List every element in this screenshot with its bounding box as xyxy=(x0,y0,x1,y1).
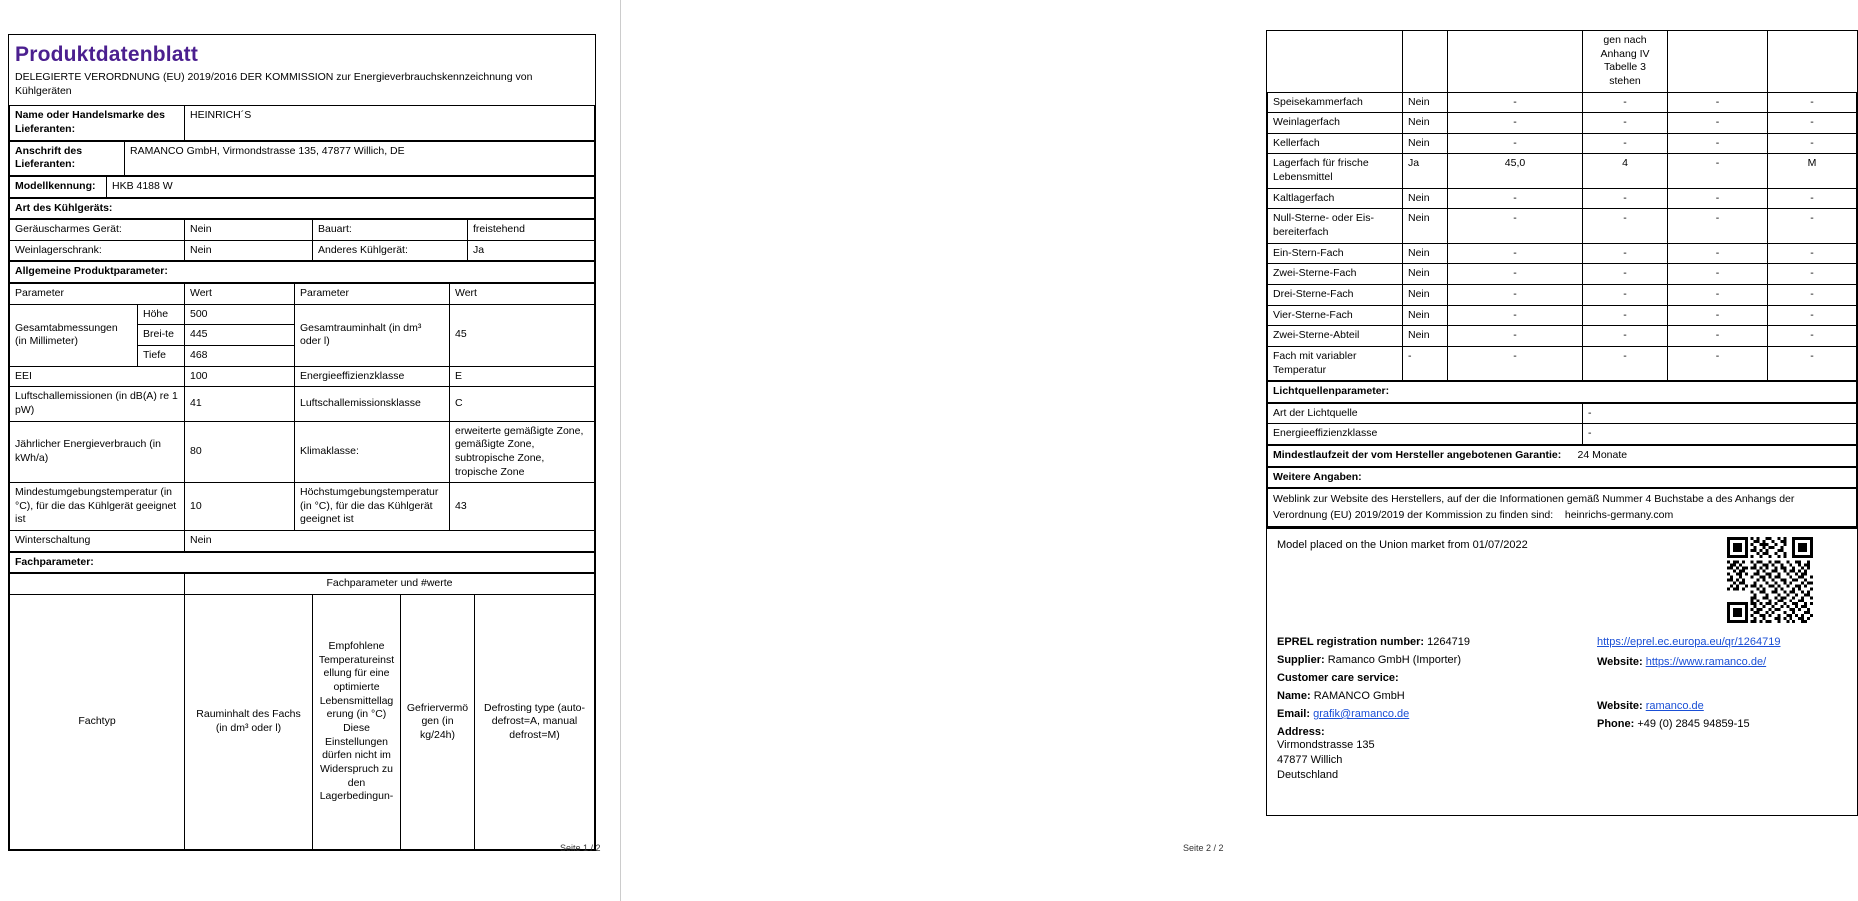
compartment-freeze: - xyxy=(1668,243,1768,264)
dimension-value-width: 445 xyxy=(185,325,295,346)
compartment-defrost: - xyxy=(1768,284,1857,305)
compartment-temp: - xyxy=(1583,284,1668,305)
warranty-label: Mindestlaufzeit der vom Hersteller angebotenen Garantie: xyxy=(1268,446,1573,467)
param-eei-value: 100 xyxy=(185,366,295,387)
table-row xyxy=(1268,382,1857,403)
phone-value: +49 (0) 2845 94859-15 xyxy=(1637,718,1750,730)
table-row xyxy=(10,387,595,421)
compartment-present: Nein xyxy=(1403,243,1448,264)
compartment-col-type: Fachtyp xyxy=(10,595,185,850)
compartment-freeze: - xyxy=(1668,209,1768,243)
compartment-temp: - xyxy=(1583,113,1668,134)
contact-name-label: Name: xyxy=(1277,690,1311,702)
param-annual-energy-label: Jährlicher Energieverbrauch (in kWh/a) xyxy=(10,421,185,483)
param-min-ambient-value: 10 xyxy=(185,483,295,531)
compartment-temp: - xyxy=(1583,133,1668,154)
table-row-header xyxy=(10,284,595,305)
compartment-present: Nein xyxy=(1403,305,1448,326)
table-row-header-continued xyxy=(1268,31,1857,92)
compartment-defrost: - xyxy=(1768,243,1857,264)
regulation-subtitle: DELEGIERTE VERORDNUNG (EU) 2019/2016 DER KOMMISSION zur Energieverbrauchskennzeichnung von Kühlgeräten xyxy=(15,71,533,98)
compartment-name: Weinlagerfach xyxy=(1268,113,1403,134)
param-min-ambient-label: Mindestumgebungstemperatur (in °C), für die das Kühlgerät geeignet ist xyxy=(10,483,185,531)
care-website-link[interactable]: ramanco.de xyxy=(1645,700,1704,712)
compartment-present: Nein xyxy=(1403,264,1448,285)
table-row xyxy=(10,176,595,197)
table-row xyxy=(1268,209,1857,243)
table-row xyxy=(10,106,595,140)
table-row xyxy=(1268,489,1857,526)
type-key-1: Geräuscharmes Gerät: xyxy=(10,220,185,241)
address-label: Address: xyxy=(1277,726,1325,738)
supplier-address-value: RAMANCO GmbH, Virmondstrasse 135, 47877 Willich, DE xyxy=(125,141,595,175)
address-table xyxy=(9,141,595,176)
table-row-header xyxy=(10,574,595,595)
hdr-blank-2 xyxy=(1403,31,1448,92)
compartment-volume: - xyxy=(1448,346,1583,380)
care-website-label: Website: xyxy=(1597,700,1643,712)
compartment-temp: - xyxy=(1583,188,1668,209)
name-row xyxy=(1277,690,1577,702)
type-section-header: Art des Kühlgeräts: xyxy=(10,198,595,219)
supplier-website-label: Website: xyxy=(1597,656,1643,668)
more-section-table xyxy=(1267,467,1857,489)
param-max-ambient-label: Höchstumgebungstemperatur (in °C), für die das Kühlgerät geeignet ist xyxy=(295,483,450,531)
table-row xyxy=(1268,284,1857,305)
compartment-name: Vier-Sterne-Fach xyxy=(1268,305,1403,326)
qr-code xyxy=(1727,537,1813,626)
compartment-volume: 45,0 xyxy=(1448,154,1583,188)
param-noise-value: 41 xyxy=(185,387,295,421)
type-value-1: Nein xyxy=(185,220,313,241)
supplier-address-label: Anschrift des Lieferanten: xyxy=(10,141,125,175)
type-key-2: Bauart: xyxy=(313,220,468,241)
compartment-present: Nein xyxy=(1403,284,1448,305)
supplier-website-link[interactable]: https://www.ramanco.de/ xyxy=(1645,656,1767,668)
table-row xyxy=(1268,326,1857,347)
compartment-header-continued: gen nach Anhang IV Tabelle 3 stehen xyxy=(1583,31,1668,92)
customer-care-row xyxy=(1277,672,1577,684)
param-annual-energy-value: 80 xyxy=(185,421,295,483)
supplier-label: Supplier: xyxy=(1277,654,1325,666)
compartment-name: Null-Sterne- oder Eis-bereiterfach xyxy=(1268,209,1403,243)
table-row xyxy=(1268,92,1857,113)
light-parameters-table xyxy=(1267,403,1857,445)
compartment-name: Ein-Stern-Fach xyxy=(1268,243,1403,264)
compartment-name: Drei-Sterne-Fach xyxy=(1268,284,1403,305)
param-header-2: Parameter xyxy=(295,284,450,305)
dimension-key-height: Höhe xyxy=(138,304,185,325)
compartment-freeze: - xyxy=(1668,326,1768,347)
dimension-value-depth: 468 xyxy=(185,346,295,367)
compartment-temp: - xyxy=(1583,264,1668,285)
table-row xyxy=(10,220,595,241)
contact-name-value: RAMANCO GmbH xyxy=(1313,690,1405,702)
compartment-present: Nein xyxy=(1403,133,1448,154)
supplier-website-row xyxy=(1597,656,1847,668)
compartment-present: Nein xyxy=(1403,92,1448,113)
table-row xyxy=(1268,346,1857,380)
customer-care-label: Customer care service: xyxy=(1277,672,1399,684)
general-parameters-table xyxy=(9,283,595,552)
compartment-defrost: - xyxy=(1768,113,1857,134)
email-row xyxy=(1277,708,1577,720)
type-value-4: Ja xyxy=(468,240,595,261)
compartment-freeze: - xyxy=(1668,305,1768,326)
type-section-table xyxy=(9,198,595,220)
table-row xyxy=(1268,188,1857,209)
compartment-parameters-table xyxy=(9,573,595,850)
light-section-header: Lichtquellenparameter: xyxy=(1268,382,1857,403)
weblink-cell xyxy=(1268,489,1857,526)
compartment-defrost: - xyxy=(1768,209,1857,243)
compartment-name: Fach mit variabler Temperatur xyxy=(1268,346,1403,380)
table-row xyxy=(1268,264,1857,285)
more-section-header: Weitere Angaben: xyxy=(1268,467,1857,488)
compartment-temp: - xyxy=(1583,305,1668,326)
phone-label: Phone: xyxy=(1597,718,1635,730)
total-volume-value: 45 xyxy=(450,304,595,366)
table-row xyxy=(1268,446,1857,467)
page-title: Produktdatenblatt xyxy=(15,43,199,66)
compartment-defrost: - xyxy=(1768,133,1857,154)
table-row xyxy=(10,366,595,387)
supplier-name-label: Name oder Handelsmarke des Lieferanten: xyxy=(10,106,185,140)
table-row xyxy=(10,141,595,175)
type-key-3: Weinlagerschrank: xyxy=(10,240,185,261)
supplier-value: Ramanco GmbH (Importer) xyxy=(1327,654,1461,666)
compartment-volume: - xyxy=(1448,305,1583,326)
compartment-section-header: Fachparameter: xyxy=(10,552,595,573)
dimension-key-depth: Tiefe xyxy=(138,346,185,367)
compartment-volume: - xyxy=(1448,326,1583,347)
qr-code-image xyxy=(1727,537,1813,623)
email-link[interactable]: grafik@ramanco.de xyxy=(1313,708,1410,720)
compartment-freeze: - xyxy=(1668,284,1768,305)
compartment-temp: - xyxy=(1583,209,1668,243)
general-section-header: Allgemeine Produktparameter: xyxy=(10,262,595,283)
compartment-temp: - xyxy=(1583,326,1668,347)
page-right xyxy=(621,0,1817,901)
table-row xyxy=(10,531,595,552)
general-section-table xyxy=(9,261,595,283)
page-footer-left: Seite 1 / 2 xyxy=(560,843,601,853)
table-row xyxy=(1268,403,1857,424)
table-row xyxy=(10,483,595,531)
compartment-freeze: - xyxy=(1668,264,1768,285)
param-winter-label: Winterschaltung xyxy=(10,531,185,552)
type-value-3: Nein xyxy=(185,240,313,261)
param-noise-class-value: C xyxy=(450,387,595,421)
compartment-defrost: - xyxy=(1768,92,1857,113)
table-row xyxy=(1268,305,1857,326)
hdr-blank-5 xyxy=(1768,31,1857,92)
compartment-freeze: - xyxy=(1668,346,1768,380)
compartment-name: Zwei-Sterne-Fach xyxy=(1268,264,1403,285)
compartment-header-blank xyxy=(10,574,185,595)
table-row xyxy=(1268,154,1857,188)
table-row-subheader xyxy=(10,595,595,850)
phone-row xyxy=(1597,718,1847,730)
compartment-section-table xyxy=(9,552,595,574)
param-noise-label: Luftschallemissionen (in dB(A) re 1 pW) xyxy=(10,387,185,421)
hdr-blank-3 xyxy=(1448,31,1583,92)
weblink-value[interactable]: heinrichs-germany.com xyxy=(1564,508,1674,521)
page-left xyxy=(0,0,621,901)
compartment-temp: - xyxy=(1583,92,1668,113)
param-energy-class-label: Energieeffizienzklasse xyxy=(295,366,450,387)
compartment-defrost: - xyxy=(1768,264,1857,285)
weblink-text: Weblink zur Website des Herstellers, auf der die Informationen gemäß Nummer 4 Buchstabe a des Anhangs der Verordnung (EU) 2019/2019 der Kommission zu finden sind: xyxy=(1273,493,1795,521)
compartment-name: Lagerfach für frische Lebensmittel xyxy=(1268,154,1403,188)
supplier-name-value: HEINRICH´S xyxy=(185,106,595,140)
compartment-name: Speisekammerfach xyxy=(1268,92,1403,113)
eprel-value: 1264719 xyxy=(1427,636,1470,648)
weblink-table xyxy=(1267,488,1857,526)
compartment-freeze: - xyxy=(1668,92,1768,113)
table-row xyxy=(10,421,595,483)
compartment-name: Zwei-Sterne-Abteil xyxy=(1268,326,1403,347)
hdr-blank-1 xyxy=(1268,31,1403,92)
table-row xyxy=(1268,467,1857,488)
table-row xyxy=(1268,243,1857,264)
model-table xyxy=(9,176,595,198)
compartment-volume: - xyxy=(1448,284,1583,305)
address-row xyxy=(1277,726,1577,783)
table-row xyxy=(1268,113,1857,134)
compartment-present: Nein xyxy=(1403,326,1448,347)
table-row xyxy=(10,198,595,219)
warranty-table xyxy=(1267,445,1857,467)
compartment-present: Ja xyxy=(1403,154,1448,188)
compartment-temp: - xyxy=(1583,243,1668,264)
supplier-table xyxy=(9,105,595,140)
param-eei-label: EEI xyxy=(10,366,185,387)
light-class-label: Energieeffizienzklasse xyxy=(1268,424,1583,445)
table-row xyxy=(10,304,595,325)
email-label: Email: xyxy=(1277,708,1311,720)
compartment-volume: - xyxy=(1448,264,1583,285)
param-header-1: Parameter xyxy=(10,284,185,305)
compartment-temp: 4 xyxy=(1583,154,1668,188)
compartment-col-volume: Rauminhalt des Fachs (in dm³ oder l) xyxy=(185,595,313,850)
compartment-freeze: - xyxy=(1668,133,1768,154)
table-row xyxy=(1268,424,1857,445)
compartment-volume: - xyxy=(1448,243,1583,264)
param-climate-class-value: erweiterte gemäßigte Zone, gemäßigte Zone, subtropische Zone, tropische Zone xyxy=(450,421,595,483)
type-table xyxy=(9,219,595,261)
compartment-temp: - xyxy=(1583,346,1668,380)
param-noise-class-label: Luftschallemissionsklasse xyxy=(295,387,450,421)
light-section-table xyxy=(1267,381,1857,403)
dimension-key-width: Brei-te xyxy=(138,325,185,346)
param-climate-class-label: Klimaklasse: xyxy=(295,421,450,483)
address-lines: Virmondstrasse 135 47877 Willich Deutschland xyxy=(1277,739,1375,781)
compartment-present: Nein xyxy=(1403,209,1448,243)
type-value-2: freistehend xyxy=(468,220,595,241)
compartment-freeze: - xyxy=(1668,154,1768,188)
param-max-ambient-value: 43 xyxy=(450,483,595,531)
compartment-defrost: M xyxy=(1768,154,1857,188)
light-type-label: Art der Lichtquelle xyxy=(1268,403,1583,424)
compartment-name: Kaltlagerfach xyxy=(1268,188,1403,209)
model-value: HKB 4188 W xyxy=(107,176,595,197)
compartment-volume: - xyxy=(1448,209,1583,243)
product-datasheet-right xyxy=(1266,30,1858,528)
supplier-row xyxy=(1277,654,1577,666)
table-row xyxy=(10,552,595,573)
care-website-row xyxy=(1597,700,1847,712)
eprel-label: EPREL registration number: xyxy=(1277,636,1425,648)
value-header-1: Wert xyxy=(185,284,295,305)
eprel-link-row xyxy=(1597,636,1847,648)
compartment-col-defrost: Defrosting type (auto-defrost=A, manual defrost=M) xyxy=(475,595,595,850)
compartment-col-freezing: Gefriervermögen (in kg/24h) xyxy=(401,595,475,850)
compartment-col-temperature: Empfohlene Temperatureinstellung für eine optimierte Lebensmittellagerung (in °C) Diese Einstellungen dürfen nicht im Widerspruch zu den Lagerbedingun- xyxy=(313,595,401,850)
table-row xyxy=(10,262,595,283)
table-row xyxy=(1268,133,1857,154)
type-key-4: Anderes Kühlgerät: xyxy=(313,240,468,261)
compartment-defrost: - xyxy=(1768,346,1857,380)
light-type-value: - xyxy=(1583,403,1857,424)
compartment-present: - xyxy=(1403,346,1448,380)
compartment-freeze: - xyxy=(1668,188,1768,209)
value-header-2: Wert xyxy=(450,284,595,305)
compartment-freeze: - xyxy=(1668,113,1768,134)
hdr-blank-4 xyxy=(1668,31,1768,92)
compartment-name: Kellerfach xyxy=(1268,133,1403,154)
eprel-row xyxy=(1277,636,1577,648)
compartment-defrost: - xyxy=(1768,326,1857,347)
product-datasheet-left xyxy=(8,34,596,851)
page-footer-right: Seite 2 / 2 xyxy=(1183,843,1224,853)
eprel-qr-link[interactable]: https://eprel.ec.europa.eu/qr/1264719 xyxy=(1597,636,1781,648)
compartment-header-title: Fachparameter und #werte xyxy=(185,574,595,595)
compartment-volume: - xyxy=(1448,92,1583,113)
compartment-present: Nein xyxy=(1403,113,1448,134)
compartment-defrost: - xyxy=(1768,305,1857,326)
light-class-value: - xyxy=(1583,424,1857,445)
dimensions-label: Gesamtabmessungen (in Millimeter) xyxy=(10,304,138,366)
compartment-values-table xyxy=(1267,31,1857,381)
supplier-contact-box xyxy=(1266,528,1858,816)
compartment-present: Nein xyxy=(1403,188,1448,209)
compartment-defrost: - xyxy=(1768,188,1857,209)
compartment-volume: - xyxy=(1448,188,1583,209)
total-volume-label: Gesamtrauminhalt (in dm³ oder l) xyxy=(295,304,450,366)
compartment-volume: - xyxy=(1448,113,1583,134)
dimension-value-height: 500 xyxy=(185,304,295,325)
param-energy-class-value: E xyxy=(450,366,595,387)
model-label: Modellkennung: xyxy=(10,176,107,197)
warranty-value: 24 Monate xyxy=(1573,446,1857,467)
param-winter-value: Nein xyxy=(185,531,595,552)
compartment-volume: - xyxy=(1448,133,1583,154)
market-placement-note: Model placed on the Union market from 01/07/2022 xyxy=(1277,539,1528,551)
table-row xyxy=(10,240,595,261)
